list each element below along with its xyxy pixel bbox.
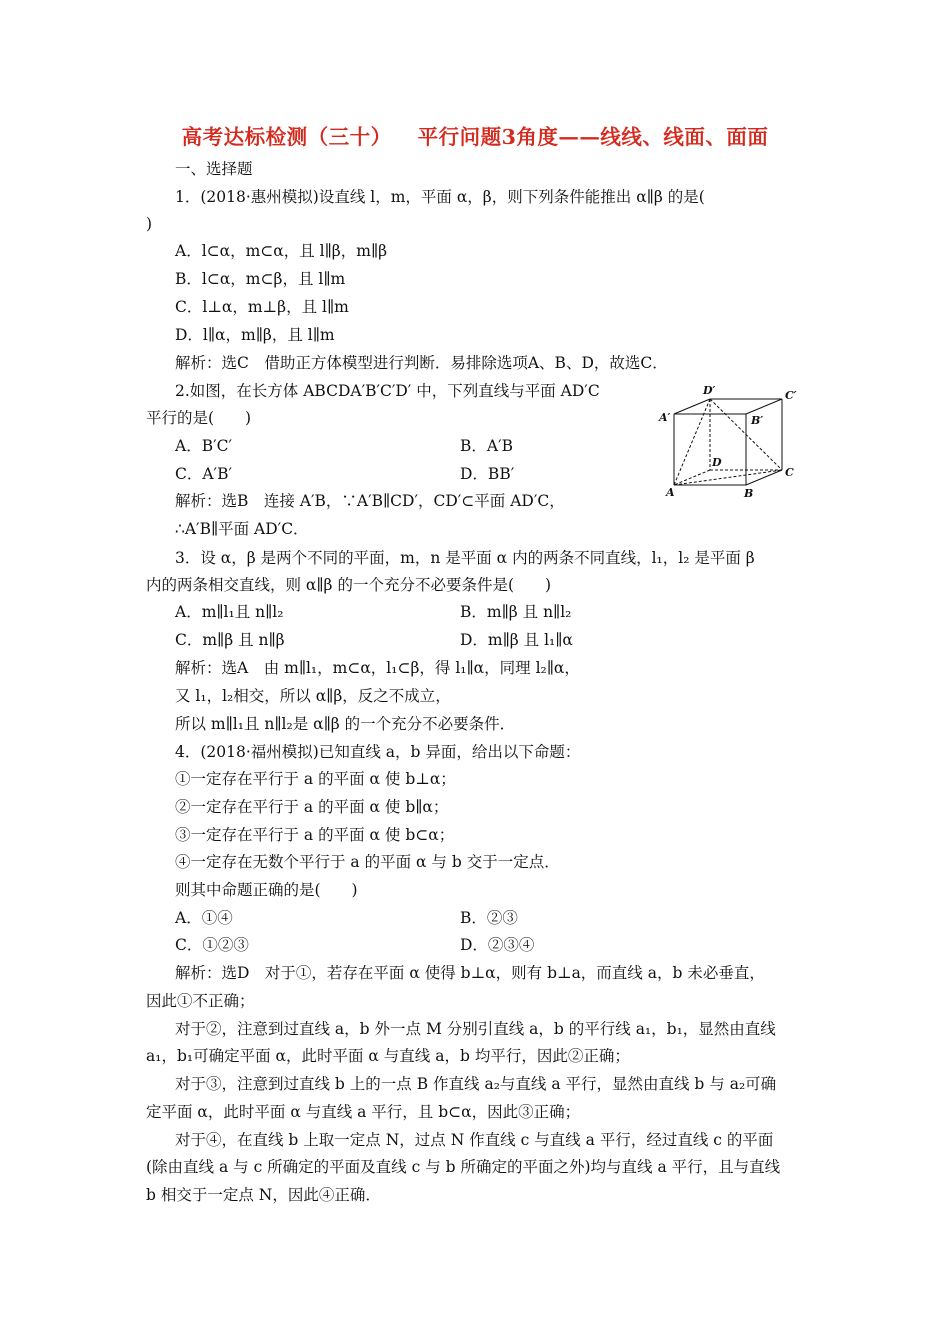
label-Bp: B′ [751, 414, 764, 427]
q2-option-a: A．B′C′ [175, 437, 232, 455]
q3-analysis-line2: 又 l₁，l₂相交，所以 α∥β，反之不成立， [175, 687, 451, 705]
q1-stem-line1: 1．(2018·惠州模拟)设直线 l，m，平面 α，β，则下列条件能推出 α∥β 的是( [175, 188, 705, 206]
q4-stem: 4．(2018·福州模拟)已知直线 a，b 异面，给出以下命题： [175, 743, 581, 761]
q4-option-d: D．②③④ [460, 936, 535, 954]
q2-analysis-line1: 解析：选B 连接 A′B，∵A′B∥CD′，CD′⊂平面 AD′C， [175, 492, 565, 510]
title-part-2: 平行问题3角度——线线、线面、面面 [417, 125, 769, 149]
q1-option-b: B．l⊂α，m⊂β，且 l∥m [175, 270, 346, 288]
q4-question: 则其中命题正确的是( ) [175, 881, 358, 899]
diag-AC [674, 470, 782, 485]
q1-option-a: A．l⊂α，m⊂α，且 l∥β，m∥β [175, 242, 388, 260]
q4-analysis-4c: b 相交于一定点 N，因此④正确． [146, 1186, 381, 1204]
label-B: B [744, 487, 754, 500]
q4-option-b: B．②③ [460, 909, 518, 927]
section-heading: 一、选择题 [175, 160, 253, 178]
q3-option-b: B．m∥β 且 n∥l₂ [460, 603, 572, 621]
q4-proposition-1: ①一定存在平行于 a 的平面 α 使 b⊥α； [175, 770, 456, 788]
q3-analysis-line3: 所以 m∥l₁且 n∥l₂是 α∥β 的一个充分不必要条件． [175, 715, 516, 733]
label-Ap: A′ [659, 411, 671, 424]
q3-option-a: A．m∥l₁且 n∥l₂ [175, 603, 284, 621]
q4-analysis-4a: 对于④，在直线 b 上取一定点 N，过点 N 作直线 c 与直线 a 平行，经过直线 c 的平面 [175, 1131, 774, 1149]
q1-option-c: C．l⊥α，m⊥β，且 l∥m [175, 298, 349, 316]
q2-analysis-line2: ∴A′B∥平面 AD′C． [175, 520, 309, 538]
q1-option-d: D．l∥α，m∥β，且 l∥m [175, 326, 335, 344]
q4-option-a: A．①④ [175, 909, 233, 927]
q4-analysis-4b: (除由直线 a 与 c 所确定的平面及直线 c 与 b 所确定的平面之外)均与直线 a 平行，且与直线 [146, 1158, 781, 1176]
q4-analysis-1b: 因此①不正确； [146, 992, 255, 1010]
q4-analysis-2b: a₁，b₁可确定平面 α，此时平面 α 与直线 a，b 均平行，因此②正确； [146, 1047, 630, 1065]
q4-proposition-4: ④一定存在无数个平行于 a 的平面 α 与 b 交于一定点． [175, 853, 560, 871]
label-D: D [712, 456, 722, 469]
q4-option-c: C．①②③ [175, 936, 249, 954]
label-C: C [785, 466, 794, 479]
q4-analysis-2a: 对于②，注意到过直线 a，b 外一点 M 分别引直线 a，b 的平行线 a₁，b₁，显然由直线 [175, 1020, 776, 1038]
edge-ApDp [674, 399, 710, 414]
cuboid-figure [656, 384, 806, 502]
document-title [0, 120, 950, 150]
q1-analysis: 解析：选C 借助正方体模型进行判断．易排除选项A、B、D，故选C． [175, 354, 668, 372]
q4-proposition-3: ③一定存在平行于 a 的平面 α 使 b⊂α； [175, 826, 455, 844]
q3-stem-line2: 内的两条相交直线，则 α∥β 的一个充分不必要条件是( ) [146, 576, 552, 594]
cuboid-diagram [656, 384, 806, 502]
title-part-1: 高考达标检测（三十） [181, 125, 392, 149]
q4-analysis-3a: 对于③，注意到过直线 b 上的一点 B 作直线 a₂与直线 a 平行，显然由直线 b 与 a₂可确 [175, 1075, 777, 1093]
q3-analysis-line1: 解析：选A 由 m∥l₁，m⊂α，l₁⊂β，得 l₁∥α，同理 l₂∥α， [175, 659, 580, 677]
label-Cp: C′ [785, 389, 797, 402]
q2-option-d: D．BB′ [460, 465, 515, 483]
q4-analysis-1a: 解析：选D 对于①，若存在平面 α 使得 b⊥α，则有 b⊥a，而直线 a，b 未必垂直， [175, 964, 765, 982]
q1-stem-line2: ) [146, 215, 153, 233]
q3-option-c: C．m∥β 且 n∥β [175, 631, 285, 649]
edge-DA [674, 470, 710, 485]
q2-option-c: C．A′B′ [175, 465, 232, 483]
edge-CpBp [746, 399, 782, 414]
q3-option-d: D．m∥β 且 l₁∥α [460, 631, 573, 649]
q2-stem-line2: 平行的是( ) [146, 409, 252, 427]
q4-proposition-2: ②一定存在平行于 a 的平面 α 使 b∥α； [175, 798, 449, 816]
q3-stem-line1: 3．设 α，β 是两个不同的平面，m，n 是平面 α 内的两条不同直线，l₁，l₂ 是平面 β [175, 549, 755, 567]
q2-option-b: B．A′B [460, 437, 513, 455]
q4-analysis-3b: 定平面 α，此时平面 α 与直线 a 平行，且 b⊂α，因此③正确； [146, 1103, 581, 1121]
label-Dp: D′ [703, 384, 716, 397]
q2-stem-line1: 2.如图，在长方体 ABCDA′B′C′D′ 中，下列直线与平面 AD′C [175, 382, 600, 400]
label-A: A [666, 486, 675, 499]
